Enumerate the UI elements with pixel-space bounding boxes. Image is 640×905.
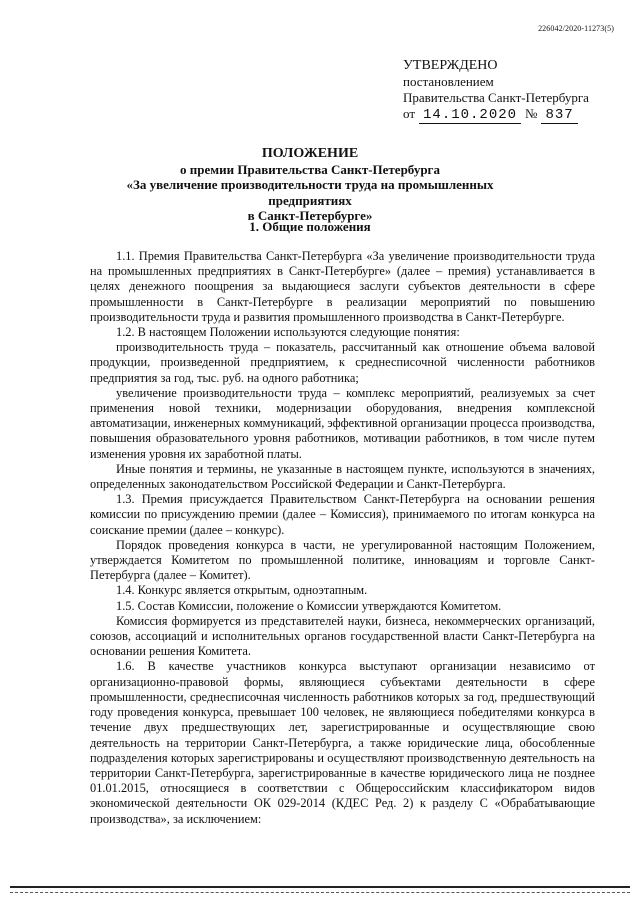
approval-date: 14.10.2020: [419, 107, 521, 124]
paragraph: 1.1. Премия Правительства Санкт-Петербурга «За увеличение производительности труда на промышленных предприятиях в Санкт-Петербурге» (далее – премия) устанавливается в целях денежного поощрения за выдающиеся заслуги субъектов деятельности в сфере промышленности в Санкт-Петербурге в реализации мероприятий по повышению производительности труда и развития промышленного производства в Санкт-Петербурге.: [90, 249, 595, 324]
paragraph: 1.4. Конкурс является открытым, одноэтапным.: [116, 583, 368, 598]
paragraph: увеличение производительности труда – комплекс мероприятий, реализуемых за счет применения новой техники, модернизации оборудования, внедрения комплексной автоматизации, инженерных коммуникаций, эффективной организации процесса производства, повышения образовательного уровня работников, мотивации работников, в том числе путем изменения уровня их заработной платы.: [90, 385, 595, 461]
approval-line-2: Правительства Санкт-Петербурга: [403, 90, 589, 105]
section-title: 1. Общие положения: [249, 219, 371, 234]
paragraph: Комиссия формируется из представителей науки, бизнеса, некоммерческих организаций, союзов, ассоциаций и исполнительных органов государственной власти Санкт-Петербурга на основании решения Комитета.: [90, 613, 595, 659]
approval-line-1: постановлением: [403, 74, 494, 89]
paragraph: 1.2. В настоящем Положении используются следующие понятия:: [116, 325, 460, 340]
approval-heading: УТВЕРЖДЕНО: [403, 58, 498, 73]
date-prefix: от: [403, 106, 416, 121]
paragraph: 1.3. Премия присуждается Правительством Санкт-Петербурга на основании решения комиссии по присуждению премии (далее – Комиссия), принимаемого по итогам конкурса на соискание премии (далее – конкурс).: [90, 492, 595, 537]
document-number: 226042/2020-11273(5): [538, 24, 614, 33]
paragraph: производительность труда – показатель, рассчитанный как отношение объема валовой продукции, произведенной предприятием, к среднесписочной численности работников предприятия за год, тыс. руб. на одного работника;: [90, 340, 595, 385]
approval-number: 837: [541, 107, 577, 124]
title-line-2: «За увеличение производительности труда на промышленных предприятиях: [126, 177, 494, 208]
approval-date-row: [403, 106, 613, 124]
document-body: [90, 249, 595, 827]
paragraph: Иные понятия и термины, не указанные в настоящем пункте, используются в значениях, определенных законодательством Российской Федерации и Санкт-Петербурга.: [90, 461, 595, 492]
title-line-1: о премии Правительства Санкт-Петербурга: [180, 161, 440, 177]
paragraph: 1.6. В качестве участников конкурса выступают организации независимо от организационно-правовой формы, являющиеся субъектами деятельности в сфере промышленности, среднесписочная численность работников которых за год, предшествующий году проведения конкурса, превышает 100 человек, не являющиеся победителями конкурса в течение двух предшествующих лет, зарегистрированные и осуществляющие свою деятельность на территории Санкт-Петербурга, а также юридические лица, обособленные подразделения которых зарегистрированы и осуществляют производственную деятельность на территории Санкт-Петербурга, зарегистрированные в качестве юридического лица не позднее 01.01.2015, относящиеся в соответствии с Общероссийским классификатором видов экономической деятельности ОК 029-2014 (КДЕС Ред. 2) к разделу С «Обрабатывающие производства», за исключением:: [90, 659, 595, 826]
paragraph: 1.5. Состав Комиссии, положение о Комиссии утверждаются Комитетом.: [116, 598, 502, 613]
number-prefix: №: [525, 106, 538, 121]
title-heading: ПОЛОЖЕНИЕ: [261, 146, 359, 161]
document-title: [90, 146, 530, 224]
approval-block: [403, 58, 613, 124]
paragraph: Порядок проведения конкурса в части, не урегулированной настоящим Положением, утверждается Комитетом по промышленной политике, инновациям и торговле Санкт-Петербурга (далее – Комитет).: [90, 537, 595, 583]
title-line-3: в Санкт-Петербурге»: [247, 208, 373, 223]
scan-edge-line: [10, 892, 630, 893]
scan-edge-line: [10, 886, 630, 888]
